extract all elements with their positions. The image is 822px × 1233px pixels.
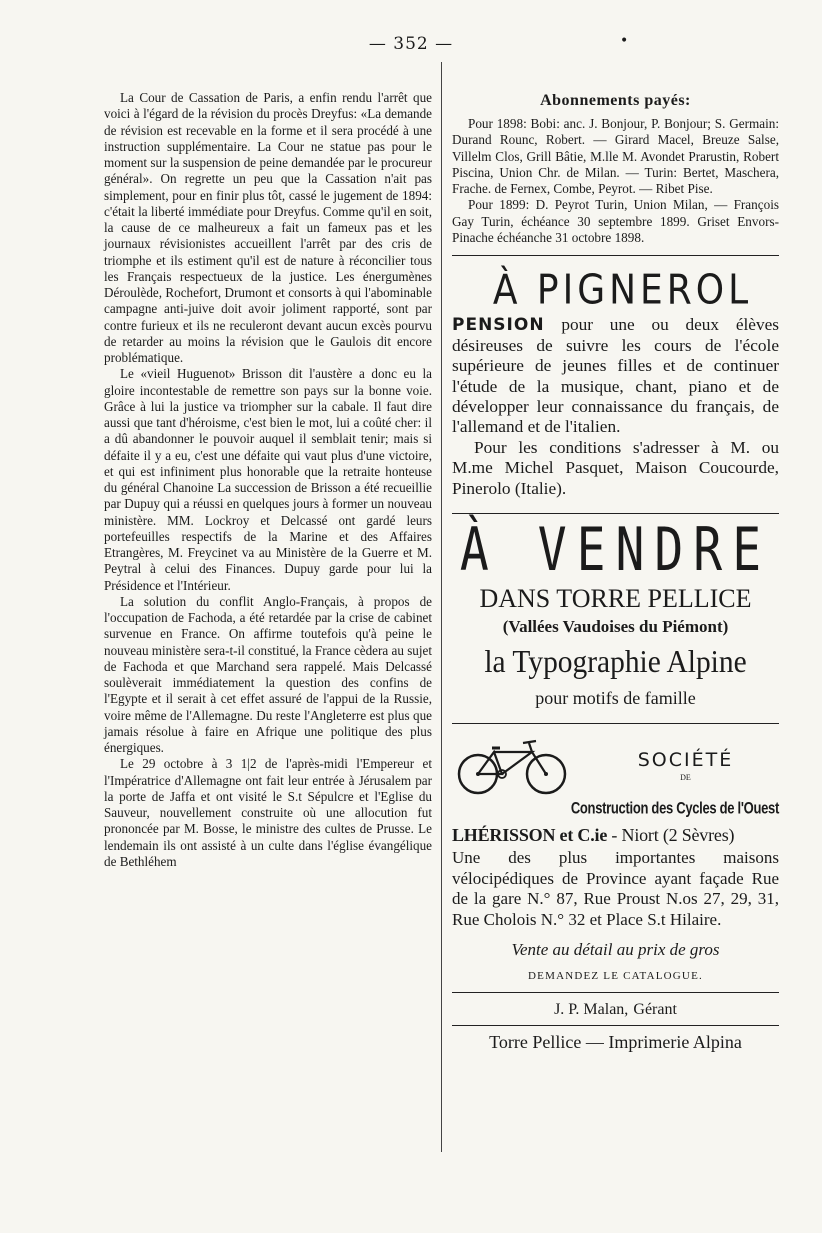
right-column xyxy=(452,90,779,1053)
bicycle-icon xyxy=(452,736,572,796)
cycles-advertisement xyxy=(452,723,779,982)
gerant-name: J. P. Malan, xyxy=(554,1001,629,1019)
vendre-location: DANS TORRE PELLICE xyxy=(479,584,752,614)
herisson-line xyxy=(452,825,779,846)
imprimerie-line: Torre Pellice — Imprimerie Alpina xyxy=(489,1032,742,1053)
abonnements-paragraph: Pour 1898: Bobi: anc. J. Bonjour, P. Bonjour; S. Germain: Durand Rounc, Robert. — Girard Macel, Breuze Salse, Villelm Clos, Grill Bâtie, M.lle M. Avondet Prarustin, Robert Piscina, Union Chr. de Milan. — Turin: Bertet, Maschera, Frache. de Fernex, Combe, Peyrot. — Ribet Pise. xyxy=(452,116,779,197)
article-paragraph: La solution du conflit Anglo-Français, à propos de l'occupation de Fachoda, a été retardée par la crise de cabinet survenue en France. On affirme toutefois qu'à peine le nouveau ministère sera-t-il constitué, la France cèdera au sujet de Fachoda et que Marchand sera rappelé. Mais Delcassé soulèverait immédiatement la question des confins de l'Egypte et il serait à cet effet assuré de l'appui de la Russie, voire même de l'Allemagne. Du reste l'Angleterre est plus que jamais résolue à faire en Afrique une politique des plus énergiques. xyxy=(104,593,433,755)
ink-dot: • xyxy=(620,33,629,49)
column-divider xyxy=(441,62,442,1152)
abonnements-paragraph: Pour 1899: D. Peyrot Turin, Union Milan, — François Gay Turin, échéance 30 septembre 1899. Griset Envors-Pinache échéanche 31 octobre 1898. xyxy=(452,197,779,246)
abonnements-list xyxy=(452,116,779,246)
pension-body: pour une ou deux élèves désireuses de suivre les cours de l'école supérieure de jeunes filles et de continuer l'étude de la musique, chant, piano et de développer leur connaissance du français, de l'allemand et de l'italien. xyxy=(452,315,779,437)
societe-label: SOCIÉTÉ xyxy=(637,748,734,771)
herisson-name: LHÉRISSON et C.ie xyxy=(452,825,608,846)
article-paragraph: La Cour de Cassation de Paris, a enfin rendu l'arrêt que voici à l'égard de la révision du procès Dreyfus: «La demande de révision est recevable en la forme et il sera procédé à une instruction supplémentaire. La Cour ne statue pas pour le moment sur la suspension de peine demandée par le procureur général». On regrette un peu que la Cassation n'ait pas simplement, pour en finir plus tôt, cassé le jugement de 1894: c'était la liberté immédiate pour Dreyfus. Comme qu'il en soit, la cause de ce malheureux a fait un fameux pas et les journaux révisionistes accueillent l'arrêt par des cris de triomphe et ils estiment qu'il est de nature à réconcilier tous les Français respectueux de la justice. Les énergumènes Déroulède, Rochefort, Drumont et consorts à qui l'abominable campagne anti-juive doit avoir joliment rapporté, sont par contre furieux et ils ne reculeront devant aucun excès pourvu de retarder au moins la révision que le Gaulois dit encore problématique. xyxy=(104,90,432,365)
pension-word: PENSION xyxy=(452,315,545,336)
vendre-advertisement xyxy=(452,513,779,709)
pension-text xyxy=(452,315,779,499)
pignerol-advertisement xyxy=(452,255,779,499)
pignerol-title: À PIGNEROL xyxy=(492,267,753,315)
imprimerie-block xyxy=(452,1025,779,1053)
pension-contact: Pour les conditions s'adresser à M. ou M.me Michel Pasquet, Maison Coucourde, Pinerolo (Italie). xyxy=(452,437,779,498)
herisson-place: - Niort (2 Sèvres) xyxy=(607,825,735,846)
left-column-article xyxy=(104,90,432,870)
page-number: — 352 — xyxy=(368,34,454,54)
abonnements-title: Abonnements payés: xyxy=(540,92,691,109)
vendre-business: la Typographie Alpine xyxy=(484,643,747,680)
article-paragraph: Le 29 octobre à 3 1|2 de l'après-midi l'Empereur et l'Impératrice d'Allemagne ont fait leur entrée à Jérusalem par la porte de Jaffa et ont visité le S.t Sépulcre et l'Eglise du Sauveur, nouvellement construite où une allocution fut prononcée par M. Bosse, le ministre des cultes de Prusse. Le lendemain ils ont assisté à un culte dans l'église évangélique de Bethléhem xyxy=(104,756,432,869)
vendre-region: (Vallées Vaudoises du Piémont) xyxy=(502,617,729,637)
de-label: DE xyxy=(680,772,691,782)
catalogue-request: DEMANDEZ LE CATALOGUE. xyxy=(528,970,703,983)
gerant-title: Gérant xyxy=(633,1001,677,1019)
vente-tagline: Vente au détail au prix de gros xyxy=(511,940,720,960)
vendre-title: À VENDRE xyxy=(459,515,772,586)
article-paragraph: Le «vieil Huguenot» Brisson dit l'austère a donc eu la gloire incontestable de remettre son pays sur la bonne voie. Grâce à lui la justice va triompher sur la cabale. Il faut dire aussi que tant d'héroisme, c'est bien le mot, lui a coûté cher: il a dû abandonner le pouvoir auquel il semblait tenir; mais si défaite il y a eu, c'est une défaite qui vaut plus d'une victoire, et qui est infiniment plus honorable que la retraite honteuse du général Chanoine La succession de Brisson a été recueillie par Dupuy qui a réussi en quelques jours à former un nouveau ministère. MM. Lockroy et Delcassé ont gardé leurs portefeuilles respectifs de la Marine et des Affaires Etrangères, M. Freycinet va au Ministère de la Guerre et M. Peytral à celui des Finances. Dupuy garde pour lui la Présidence et l'Intérieur. xyxy=(104,366,432,593)
company-name: Construction des Cycles de l'Ouest xyxy=(570,797,779,818)
vendre-reason: pour motifs de famille xyxy=(535,688,696,709)
company-description: Une des plus importantes maisons vélocipédiques de Province ayant façade Rue de la gare N.° 87, Rue Proust N.os 27, 29, 31, Rue Cholois N.° 32 et Place S.t Hilaire. xyxy=(452,848,779,929)
gerant-block xyxy=(452,992,779,1019)
